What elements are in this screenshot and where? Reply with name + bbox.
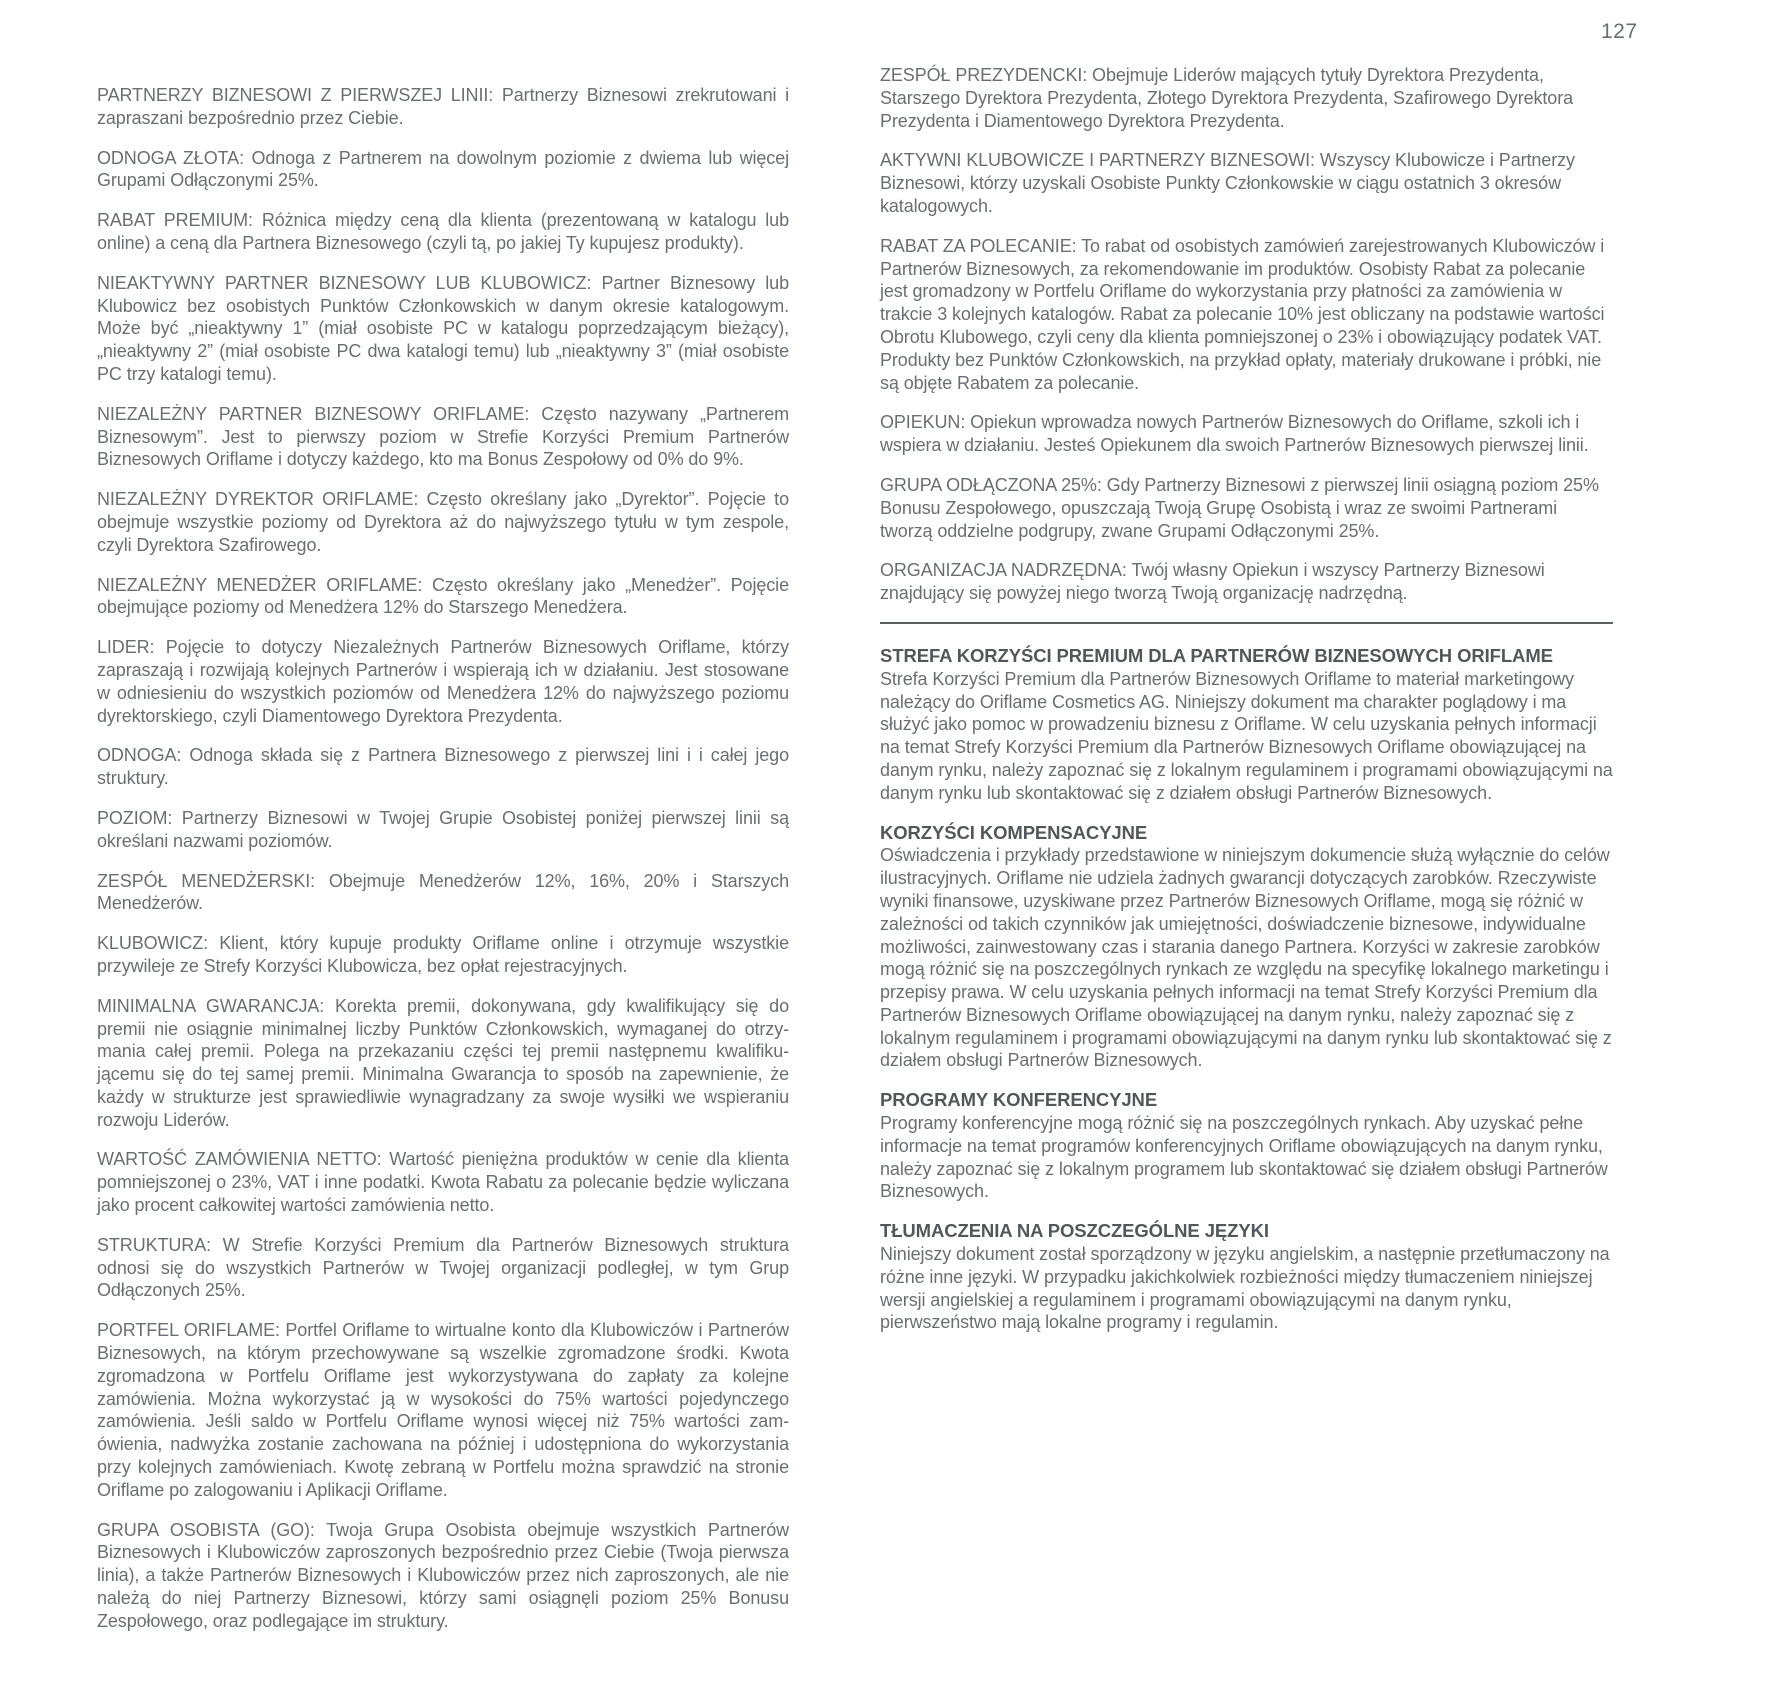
definition-grupa-osobista: GRUPA OSOBISTA (GO): Twoja Grupa Osobista obejmuje wszystkich Partnerów Biznesowych i Klubowiczów zaproszonych bezpośrednio przez Ciebie (Twoja pierwsza linia), a także Partnerów Biznesowych i Klubowiczów przez nich zaproszonych, ale nie należą do niej Partnerzy Biznesowi, którzy sami osiągnęli poziom 25% Bonusu Zespołowego, oraz podlegające im struktury. <box>97 1519 789 1631</box>
definition-partnerzy-z-pierwszej-linii: PARTNERZY BIZNESOWI Z PIERWSZEJ LINII: Partnerzy Biznesowi zrekrutowani i zapraszani bezpośrednio przez Ciebie. <box>97 85 789 128</box>
definition-niezalezny-partner: NIEZALEŻNY PARTNER BIZNESOWY ORIFLAME: Często nazywany „Partnerem Biznesowym”. Jest to pierwszy poziom w Strefie Korzyści Premium Partnerów Biznesowych Oriflame i dotyczy każdego, kto ma Bonus Zespołowy od 0% do 9%. <box>97 403 789 470</box>
section-body-korzysci-kompensacyjne: Oświadczenia i przykłady przedstawione w niniejszym dokumencie służą wyłącznie do celów ilustracyjnych. Oriflame nie udziela żadnych gwarancji dotyczących zarobków. Rzeczywiste wyniki finansowe, uzyskiwane przez Partnerów Biznesowych Oriflame, mogą się różnić w zależności od takich czynników jak umiejętności, doświadczenie biznesowe, indywidualne możliwości, zainwestowany czas i starania danego Partnera. Korzyści w zakresie zarobków mogą różnić się na poszczególnych rynkach ze względu na specyfikę lokalnego marketingu i przepisy prawa. W celu uzyskania pełnych informacji na temat Strefy Korzyści Premium dla Partnerów Biznesowych Oriflame obowiązującej na danym rynku, należy zapoznać się z lokalnym regulaminem i programami obowiązującymi na danym rynku lub skontaktować się z działem obsługi Partnerów Biznesowych. <box>880 845 1612 1071</box>
definition-aktywni-klubowicze: AKTYWNI KLUBOWICZE I PARTNERZY BIZNESOWI: Wszyscy Klubowicze i Partnerzy Biznesowi, którzy uzyskali Osobiste Punkty Członkowskie w ciągu ostatnich 3 okresów katalogowych. <box>880 150 1575 216</box>
section-body-programy-konferencyjne: Programy konferencyjne mogą różnić się na poszczególnych rynkach. Aby uzyskać pełne informacje na temat programów konferencyjnych Oriflame obowiązujących na danym rynku, należy zapoznać się z lokalnym programem lub skontaktować się działem obsługi Partnerów Biznesowych. <box>880 1113 1608 1202</box>
definition-zespol-prezydencki: ZESPÓŁ PREZYDENCKI: Obejmuje Liderów mających tytuły Dyrektora Prezydenta, Starszego Dyrektora Prezydenta, Złotego Dyrektora Prezydenta, Szafirowego Dyrektora Prezydenta i Diamentowego Dyrektora Prezydenta. <box>880 65 1574 131</box>
definition-minimalna-gwarancja: MINIMALNA GWARANCJA: Korekta premii, dokonywana, gdy kwalifikujący się do premii nie osiągnie minimalnej liczby Punktów Członkowskich, wymaganej do otrzy- mania całej premii. Polega na przekazaniu części tej premii następnemu kwalifiku- jącemu się do tej samej premii. Minimalna Gwarancja to sposób na zapewnienie, że każdy w strukturze jest sprawiedliwie wynagradzany za swoje wysiłki we wspieraniu rozwoju Liderów. <box>97 995 789 1130</box>
section-programy-konferencyjne <box>880 1089 1613 1203</box>
definition-niezalezny-menedzer: NIEZALEŻNY MENEDŻER ORIFLAME: Często określany jako „Menedżer”. Pojęcie obejmujące poziomy od Menedżera 12% do Starszego Menedżera. <box>97 574 789 618</box>
definition-niezalezny-dyrektor: NIEZALEŻNY DYREKTOR ORIFLAME: Często określany jako „Dyrektor”. Pojęcie to obejmuje wszystkie poziomy od Dyrektora aż do najwyższego tytułu w tym zespole, czyli Dyrektora Szafirowego. <box>97 489 789 555</box>
definition-rabat-za-polecanie: RABAT ZA POLECANIE: To rabat od osobistych zamówień zarejestrowanych Klubowiczów i Partnerów Biznesowych, za rekomendowanie im produktów. Osobisty Rabat za polecanie jest gromadzony w Portfelu Oriflame do wykorzystania przy płatności za zamówienia w trakcie 3 kolejnych katalogów. Rabat za polecanie 10% jest obliczany na podstawie wartości Obrotu Klubowego, czyli ceny dla klienta pomniejszonej o 23% i obowiązujący podatek VAT. Produkty bez Punktów Członkowskich, na przykład opłaty, materiały drukowane i próbki, nie są objęte Rabatem za polecanie. <box>880 235 1605 393</box>
definition-klubowicz: KLUBOWICZ: Klient, który kupuje produkty Oriflame online i otrzymuje wszystkie przywileje ze Strefy Korzyści Klubowicza, bez opłat rejestracyjnych. <box>97 933 789 976</box>
definition-nieaktywny-partner: NIEAKTYWNY PARTNER BIZNESOWY LUB KLUBOWICZ: Partner Biznesowy lub Klubowicz bez osobistych Punktów Członkowskich w danym okresie katalogowym. Może być „nieaktywny 1” (miał osobiste PC w katalogu poprzedzającym bieżący), „nieaktywny 2” (miał osobiste PC dwa katalogi temu) lub „nieaktywny 3” (miał osobiste PC trzy katalogi temu). <box>97 272 789 384</box>
section-heading-korzysci-kompensacyjne: KORZYŚCI KOMPENSACYJNE <box>880 821 1148 843</box>
section-heading-tlumaczenia: TŁUMACZENIA NA POSZCZEGÓLNE JĘZYKI <box>880 1220 1269 1242</box>
definition-odnoga-zlota: ODNOGA ZŁOTA: Odnoga z Partnerem na dowolnym poziomie z dwiema lub więcej Grupami Odłączonymi 25%. <box>97 147 789 191</box>
section-body-tlumaczenia: Niniejszy dokument został sporządzony w języku angielskim, a następnie przetłumaczony na różne inne języki. W przypadku jakichkolwiek rozbieżności między tłumaczeniem niniejszej wersji angielskiej a regulaminem i programami obowiązującymi na danym rynku, pierwszeństwo mają lokalne programy i regulamin. <box>880 1244 1610 1333</box>
definition-struktura: STRUKTURA: W Strefie Korzyści Premium dla Partnerów Biznesowych struktura odnosi się do wszystkich Partnerów w Twojej organizacji podległej, w tym Grup Odłączonych 25%. <box>97 1234 789 1301</box>
definition-opiekun: OPIEKUN: Opiekun wprowadza nowych Partnerów Biznesowych do Oriflame, szkoli ich i wspiera w działaniu. Jesteś Opiekunem dla swoich Partnerów Biznesowych pierwszej linii. <box>880 412 1589 456</box>
definition-zespol-menedzerski: ZESPÓŁ MENEDŻERSKI: Obejmuje Menedżerów 12%, 16%, 20% i Starszych Menedżerów. <box>97 870 789 914</box>
definition-odnoga: ODNOGA: Odnoga składa się z Partnera Biznesowego z pierwszej lini i i całej jego struktury. <box>97 745 789 789</box>
definition-rabat-premium: RABAT PREMIUM: Różnica między ceną dla klienta (prezentowaną w katalogu lub online) a ceną dla Partnera Biznesowego (czyli tą, po jakiej Ty kupujesz produkty). <box>97 210 789 253</box>
section-heading-programy-konferencyjne: PROGRAMY KONFERENCYJNE <box>880 1089 1158 1111</box>
section-tlumaczenia <box>880 1220 1613 1334</box>
definition-portfel-oriflame: PORTFEL ORIFLAME: Portfel Oriflame to wirtualne konto dla Klubowiczów i Partnerów Biznesowych, na którym przechowywane są wszelkie zgromadzone środki. Kwota zgromadzona w Portfelu Oriflame jest wykorzystywana do zapłaty za kolejne zamówienia. Można wykorzystać ją w wysokości do 75% wartości pojedynczego zamówienia. Jeśli saldo w Portfelu Oriflame wynosi więcej niż 75% wartości zam- ówienia, nadwyżka zostanie zachowana na później i udostępniona do wykorzystania przy kolejnych zamówieniach. Kwotę zebraną w Portfelu można sprawdzić na stronie Oriflame po zalogowaniu i Aplikacji Oriflame. <box>97 1320 789 1500</box>
section-korzysci-kompensacyjne <box>880 822 1613 1073</box>
left-column <box>97 84 789 1633</box>
section-strefa-korzysci <box>880 645 1613 805</box>
definition-wartosc-zamowienia-netto: WARTOŚĆ ZAMÓWIENIA NETTO: Wartość pieniężna produktów w cenie dla klienta pomniejszonej o 23%, VAT i inne podatki. Kwota Rabatu za polecanie będzie wyliczana jako procent całkowitej wartości zamówienia netto. <box>97 1149 789 1216</box>
definition-poziom: POZIOM: Partnerzy Biznesowi w Twojej Grupie Osobistej poniżej pierwszej linii są określani nazwami poziomów. <box>97 807 789 851</box>
section-body-strefa-korzysci: Strefa Korzyści Premium dla Partnerów Biznesowych Oriflame to materiał marketingowy należący do Oriflame Cosmetics AG. Niniejszy dokument ma charakter poglądowy i ma służyć jako pomoc w prowadzeniu biznesu z Oriflame. W celu uzyskania pełnych informacji na temat Strefy Korzyści Premium dla Partnerów Biznesowych Oriflame obowiązującej na danym rynku, należy zapoznać się z lokalnym regulaminem i programami obowiązującymi na danym rynku lub skontaktować się z działem obsługi Partnerów Biznesowych. <box>880 668 1613 803</box>
section-heading-strefa-korzysci: STREFA KORZYŚCI PREMIUM DLA PARTNERÓW BIZNESOWYCH ORIFLAME <box>880 644 1553 666</box>
section-divider <box>880 622 1613 624</box>
right-column <box>880 64 1613 1334</box>
definition-lider: LIDER: Pojęcie to dotyczy Niezależnych Partnerów Biznesowych Oriflame, którzy zapraszają i rozwijają kolejnych Partnerów i wspierają ich w działaniu. Jest stosowane w odniesieniu do wszystkich poziomów od Menedżera 12% do najwyższego poziomu dyrektorskiego, czyli Diamentowego Dyrektora Prezydenta. <box>97 637 789 726</box>
definition-grupa-odlaczona: GRUPA ODŁĄCZONA 25%: Gdy Partnerzy Biznesowi z pierwszej linii osiągną poziom 25% Bonusu Zespołowego, opuszczają Twoją Grupę Osobistą i wraz ze swoimi Partnerami tworzą oddzielne podgrupy, zwane Grupami Odłączonymi 25%. <box>880 474 1599 541</box>
definition-organizacja-nadrzedna: ORGANIZACJA NADRZĘDNA: Twój własny Opiekun i wszyscy Partnerzy Biznesowi znajdujący się powyżej niego tworzą Twoją organizację nadrzędną. <box>880 560 1545 604</box>
page-number: 127 <box>1601 20 1638 43</box>
